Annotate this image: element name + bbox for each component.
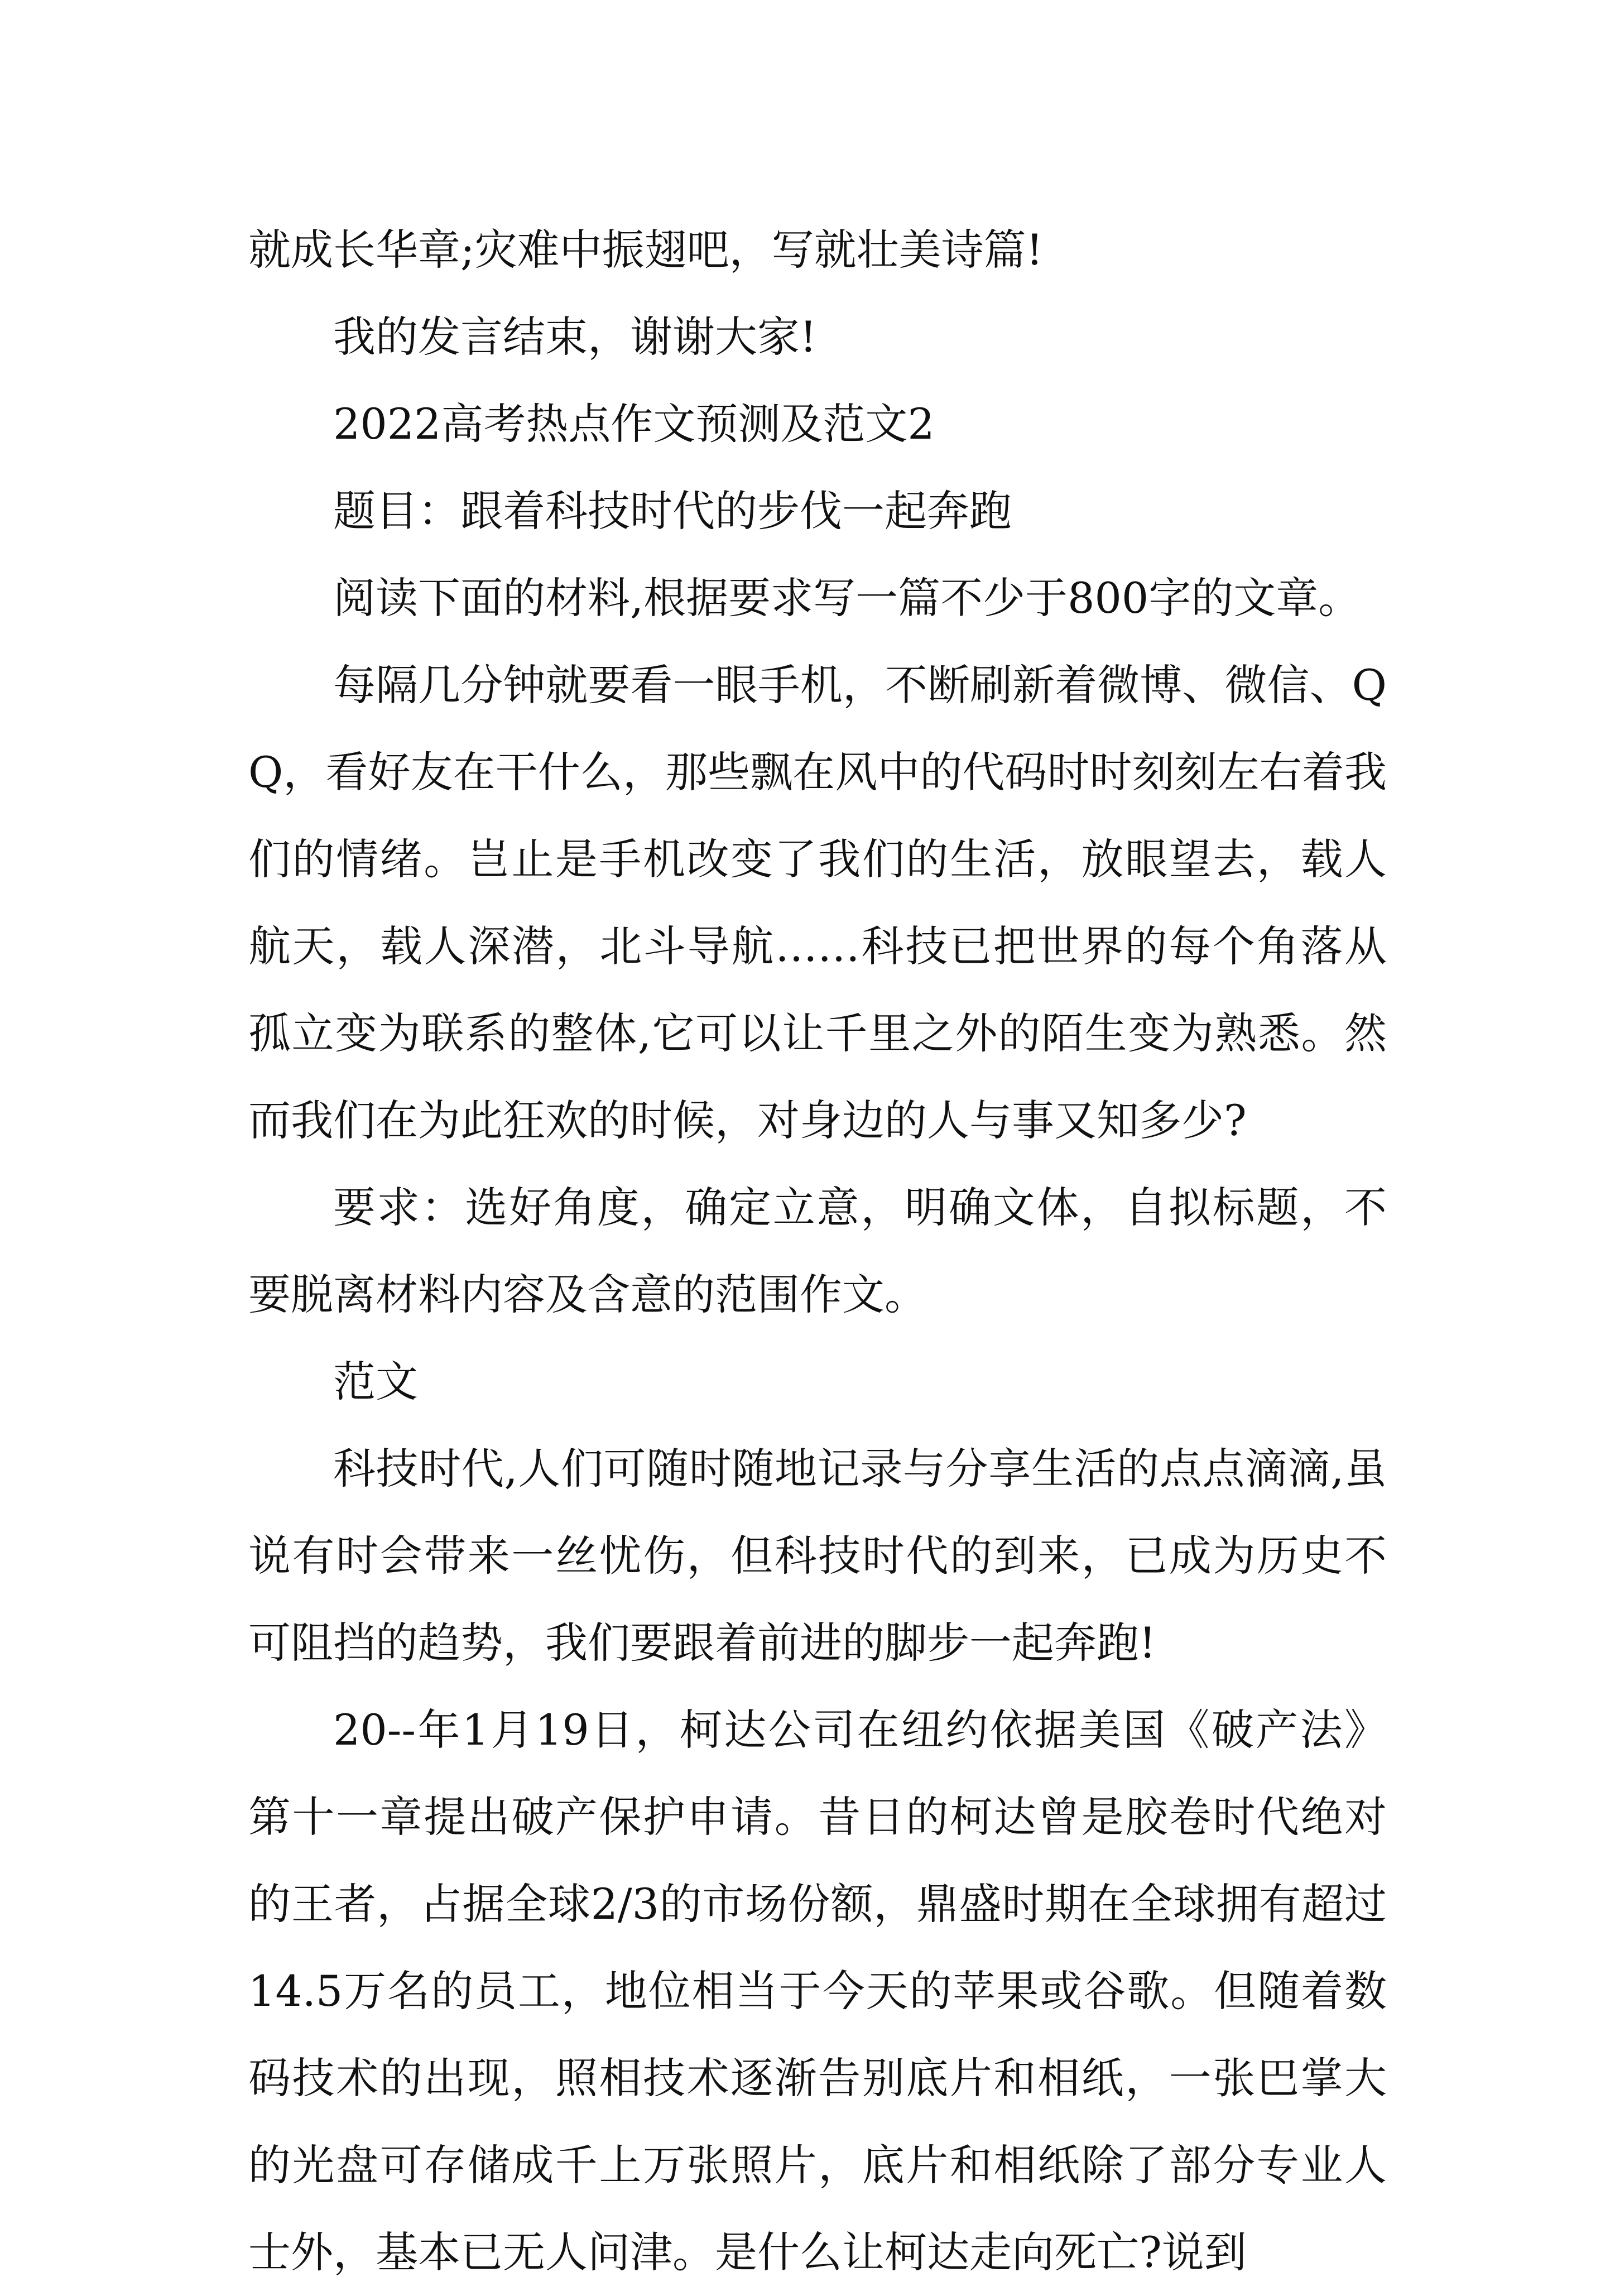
paragraph-8: 范文 [333,1357,418,1406]
document-body [248,206,1387,2296]
paragraph-10: 20--年1月19日，柯达公司在纽约依据美国《破产法》第十一章提出破产保护申请。昔日的柯达曾是胶卷时代绝对的王者，占据全球2/3的市场份额，鼎盛时期在全球拥有超过14.5万名的员工，地位相当于今天的苹果或谷歌。但随着数码技术的出现，照相技术逐渐告别底片和相纸，一张巴掌大的光盘可存储成千上万张照片，底片和相纸除了部分专业人士外，基本已无人问津。是什么让柯达走向死亡?说到 [248,1705,1387,2277]
paragraph-3: 2022高考热点作文预测及范文2 [333,399,935,449]
paragraph-9: 科技时代,人们可随时随地记录与分享生活的点点滴滴,虽说有时会带来一丝忧伤，但科技时代的到来，已成为历史不可阻挡的趋势，我们要跟着前进的脚步一起奔跑! [248,1444,1387,1668]
paragraph-1: 就成长华章;灾难中振翅吧，写就壮美诗篇! [248,225,1044,275]
paragraph-4: 题目：跟着科技时代的步伐一起奔跑 [333,486,1012,536]
paragraph-7: 要求：选好角度，确定立意，明确文体，自拟标题，不要脱离材料内容及含意的范围作文。 [248,1183,1387,1319]
paragraph-5: 阅读下面的材料,根据要求写一篇不少于800字的文章。 [333,573,1361,623]
paragraph-6: 每隔几分钟就要看一眼手机，不断刷新着微博、微信、QQ，看好友在干什么，那些飘在风中的代码时时刻刻左右着我们的情绪。岂止是手机改变了我们的生活，放眼望去，载人航天，载人深潜，北斗导航……科技已把世界的每个角落从孤立变为联系的整体,它可以让千里之外的陌生变为熟悉。然而我们在为此狂欢的时候，对身边的人与事又知多少? [248,660,1387,1145]
paragraph-2: 我的发言结束，谢谢大家! [333,312,817,362]
